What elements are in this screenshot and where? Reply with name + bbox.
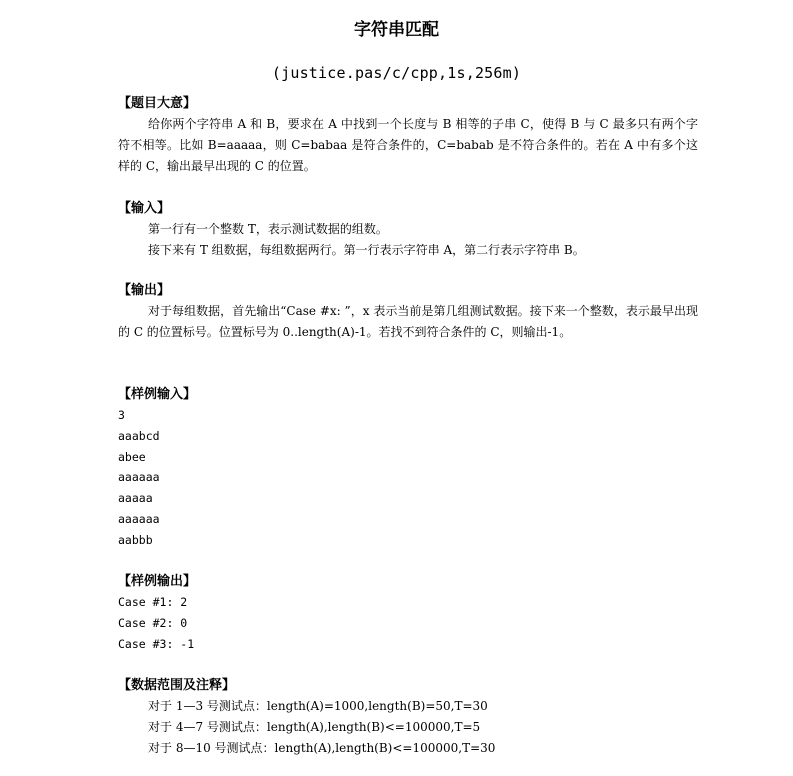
page-subtitle: (justice.pas/c/cpp,1s,256m) <box>271 64 522 82</box>
section-sample-input <box>118 385 698 551</box>
sample-input-line: aabbb <box>118 532 153 547</box>
section-output <box>118 281 698 343</box>
sample-input-line: aaaaaa <box>118 470 160 485</box>
section-problem <box>118 94 698 177</box>
heading-sample-output: 【样例输出】 <box>118 574 197 589</box>
heading-input: 【输入】 <box>118 201 171 216</box>
sample-input-line: aaaaaa <box>118 511 160 526</box>
heading-problem: 【题目大意】 <box>118 96 197 111</box>
sample-input-line: aaaaa <box>118 491 153 506</box>
input-line: 第一行有一个整数 T，表示测试数据的组数。 <box>148 222 388 236</box>
input-line: 接下来有 T 组数据，每组数据两行。第一行表示字符串 A，第二行表示字符串 B。 <box>148 243 585 257</box>
page-title: 字符串匹配 <box>354 20 439 40</box>
heading-sample-input: 【样例输入】 <box>118 387 197 402</box>
heading-output: 【输出】 <box>118 283 171 298</box>
sample-input-line: 3 <box>118 408 125 422</box>
section-sample-output <box>118 572 698 654</box>
heading-limits: 【数据范围及注释】 <box>118 678 236 693</box>
sample-input-line: aaabcd <box>118 428 160 443</box>
section-limits <box>118 676 698 759</box>
sample-output-line: Case #2: 0 <box>118 615 188 630</box>
sample-output-line: Case #3: -1 <box>118 636 195 651</box>
sample-output-line: Case #1: 2 <box>118 595 188 609</box>
output-text: 对于每组数据，首先输出“Case #x: ”，x 表示当前是第几组测试数据。接下来一个整数，表示最早出现的 C 的位置标号。位置标号为 0..length(A)-1。若找不到符合条件的 C，则输出-1。 <box>118 304 698 339</box>
limits-line: 对于 1—3 号测试点：length(A)=1000,length(B)=50,T=30 <box>148 699 488 713</box>
limits-line: 对于 4—7 号测试点：length(A),length(B)<=100000,T=5 <box>148 720 481 734</box>
problem-text: 给你两个字符串 A 和 B，要求在 A 中找到一个长度与 B 相等的子串 C，使得 B 与 C 最多只有两个字符不相等。比如 B=aaaaa，则 C=babaa 是符合条件的，C=babab 是不符合条件的。若在 A 中有多个这样的 C，输出最早出现的 C 的位置。 <box>118 117 698 173</box>
limits-line: 对于 8—10 号测试点：length(A),length(B)<=100000,T=30 <box>148 741 496 755</box>
sample-input-line: abee <box>118 449 146 464</box>
section-input <box>118 199 698 261</box>
